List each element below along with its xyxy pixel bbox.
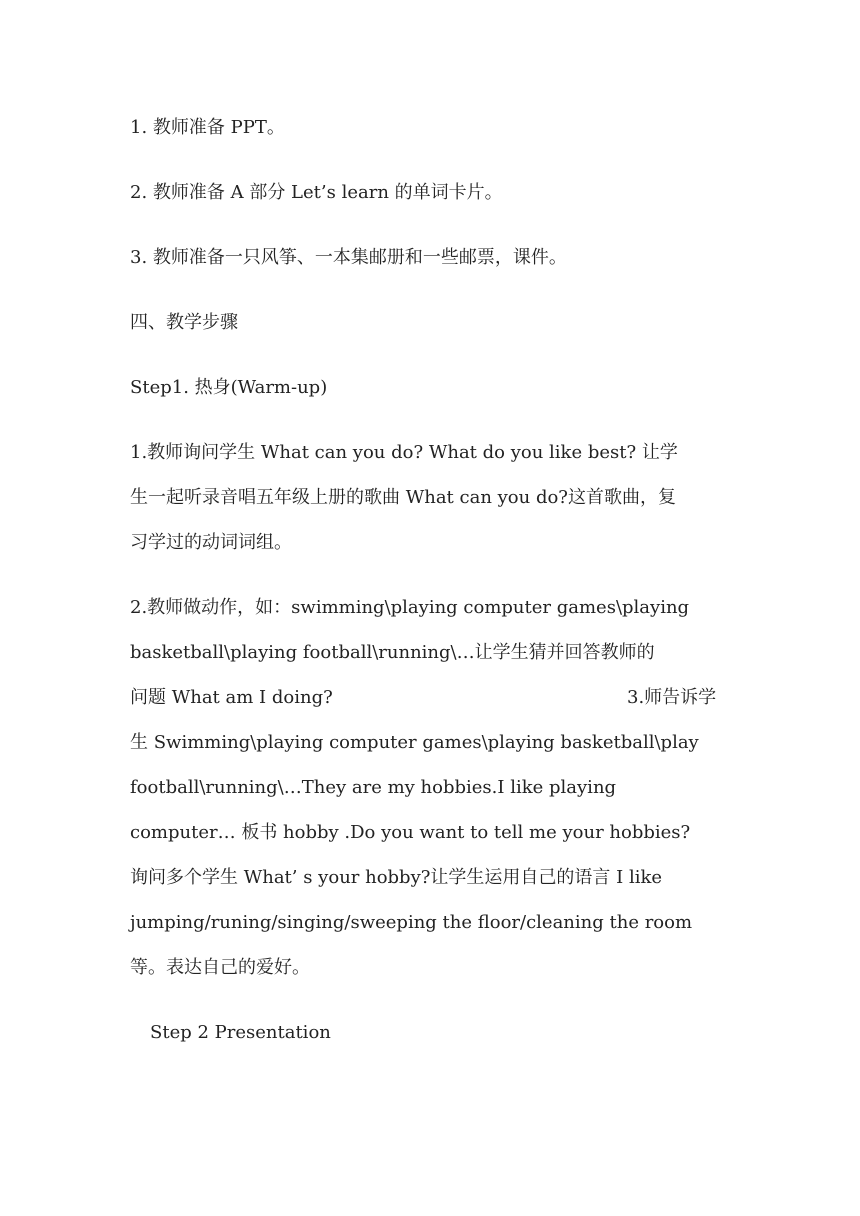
step1-para3-line: 询问多个学生 What’ s your hobby?让学生运用自己的语言 I like xyxy=(130,867,663,888)
step1-para2-line: 问题 What am I doing? xyxy=(130,687,333,708)
prep-item-3: 3. 教师准备一只风筝、一本集邮册和一些邮票，课件。 xyxy=(130,247,567,268)
prep-item-2: 2. 教师准备 A 部分 Let’s learn 的单词卡片。 xyxy=(130,182,503,203)
step1-para1-line: 1.教师询问学生 What can you do? What do you like best? 让学 xyxy=(130,442,678,463)
step1-para3-start: 3.师告诉学 xyxy=(627,687,717,708)
step1-para1-line: 习学过的动词词组。 xyxy=(130,532,292,553)
step1-para3-line: 生 Swimming\playing computer games\playing basketball\play xyxy=(130,732,699,753)
step1-para3-line: 等。表达自己的爱好。 xyxy=(130,957,310,978)
step1-para1-line: 生一起听录音唱五年级上册的歌曲 What can you do?这首歌曲，复 xyxy=(130,487,676,508)
prep-item-1: 1. 教师准备 PPT。 xyxy=(130,117,285,138)
step1-para3-line: computer… 板书 hobby .Do you want to tell me your hobbies? xyxy=(130,822,691,843)
step1-para3-line: football\running\…They are my hobbies.I like playing xyxy=(130,777,617,798)
step2-title: Step 2 Presentation xyxy=(150,1022,331,1043)
step1-para3-line: jumping/runing/singing/sweeping the floor/cleaning the room xyxy=(130,912,693,933)
step1-title: Step1. 热身(Warm-up) xyxy=(130,377,328,398)
section-heading: 四、教学步骤 xyxy=(130,312,238,333)
step1-para2-line: 2.教师做动作，如：swimming\playing computer games\playing xyxy=(130,597,690,618)
step1-para2-line: basketball\playing football\running\…让学生猜并回答教师的 xyxy=(130,642,655,663)
